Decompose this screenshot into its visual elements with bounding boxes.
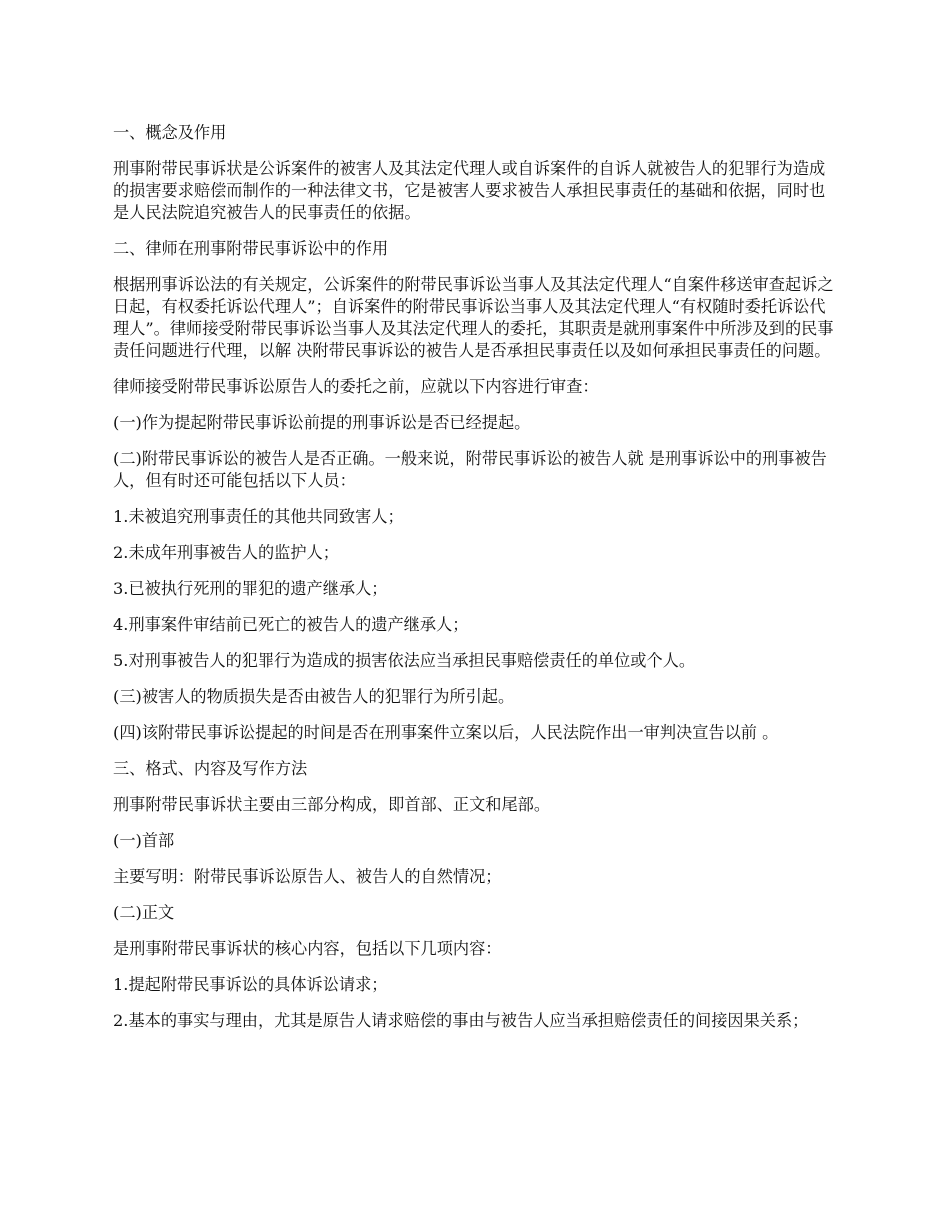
section-heading-lawyer-role: 二、律师在刑事附带民事诉讼中的作用 — [113, 239, 389, 258]
list-item-defendant-4: 4.刑事案件审结前已死亡的被告人的遗产继承人； — [113, 615, 469, 634]
list-item-body-2: 2.基本的事实与理由，尤其是原告人请求赔偿的事由与被告人应当承担赔偿责任的间接因果关系； — [113, 1011, 809, 1030]
list-item-review-3: (三)被害人的物质损失是否由被告人的犯罪行为所引起。 — [113, 687, 515, 706]
list-item-defendant-2: 2.未成年刑事被告人的监护人； — [113, 543, 339, 562]
section-heading-concept: 一、概念及作用 — [113, 123, 227, 142]
list-item-review-2: (二)附带民事诉讼的被告人是否正确。一般来说，附带民事诉讼的被告人就 是刑事诉讼中的刑事被告人，但有时还可能包括以下人员： — [113, 449, 827, 490]
section-heading-format: 三、格式、内容及写作方法 — [113, 759, 308, 778]
paragraph-definition: 刑事附带民事诉状是公诉案件的被害人及其法定代理人或自诉案件的自诉人就被告人的犯罪行为造成的损害要求赔偿而制作的一种法律文书，它是被害人要求被告人承担民事责任的基础和依据，同时也是人民法院追究被告人的民事责任的依据。 — [113, 159, 826, 222]
paragraph-legal-basis: 根据刑事诉讼法的有关规定，公诉案件的附带民事诉讼当事人及其法定代理人“自案件移送审查起诉之日起，有权委托诉讼代理人”；自诉案件的附带民事诉讼当事人及其法定代理人“有权随时委托诉讼代理人”。律师接受附带民事诉讼当事人及其法定代理人的委托，其职责是就刑事案件中所涉及到的民事责任问题进行代理，以解 决附带民事诉讼的被告人是否承担民事责任以及如何承担民事责任的问题。 — [113, 275, 834, 360]
paragraph-structure: 刑事附带民事诉状主要由三部分构成，即首部、正文和尾部。 — [113, 795, 551, 814]
document-page — [113, 122, 840, 1046]
list-item-body-1: 1.提起附带民事诉讼的具体诉讼请求； — [113, 975, 388, 994]
paragraph-review-intro: 律师接受附带民事诉讼原告人的委托之前，应就以下内容进行审查： — [113, 377, 599, 396]
list-item-review-1: (一)作为提起附带民事诉讼前提的刑事诉讼是否已经提起。 — [113, 413, 531, 432]
list-item-defendant-1: 1.未被追究刑事责任的其他共同致害人； — [113, 507, 404, 526]
list-item-defendant-5: 5.对刑事被告人的犯罪行为造成的损害依法应当承担民事赔偿责任的单位或个人。 — [113, 651, 696, 670]
list-item-defendant-3: 3.已被执行死刑的罪犯的遗产继承人； — [113, 579, 388, 598]
subheading-header: (一)首部 — [113, 831, 175, 850]
paragraph-body-intro: 是刑事附带民事诉状的核心内容，包括以下几项内容： — [113, 939, 502, 958]
subheading-body: (二)正文 — [113, 903, 175, 922]
paragraph-header-content: 主要写明：附带民事诉讼原告人、被告人的自然情况； — [113, 867, 502, 886]
list-item-review-4: (四)该附带民事诉讼提起的时间是否在刑事案件立案以后，人民法院作出一审判决宣告以前 。 — [113, 723, 779, 742]
